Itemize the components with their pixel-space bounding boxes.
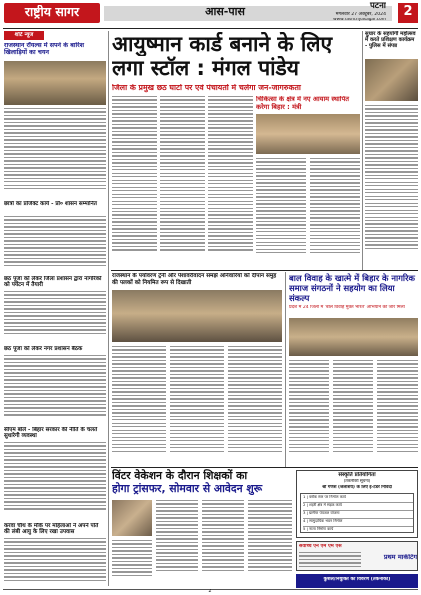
- lead-body-col1: [112, 96, 157, 266]
- news-title: राजस्थान रॉयल्स में सपने के बारिश खिलाड़ियों का चयन: [4, 42, 84, 57]
- bottom-body-col1: [112, 540, 152, 585]
- notice-row: 2 | शहरी क्षेत्र में सड़क कार्य: [303, 503, 413, 511]
- body-text: [4, 442, 106, 520]
- tender-notice-ad: संस्कृति प्रतियोगिता (तकनीकी सूचना) श्री गणेश (जलाशय) के लिए ई-टेंडर निविदा 1 | ब्लॉक स्तर पर निर्माण कार्य 2 | शहरी क्षेत्र में सड़क कार्य 3 | ग्रामीण पेयजल योजना 4 | सामुदायिक भवन निर्माण 5 | नाला निर्माण कार्य: [296, 470, 418, 538]
- brand-logo: [4, 3, 100, 23]
- bottom-right-ad: कुशल/नियुक्ति का विवरण (तकनीकी): [296, 574, 418, 588]
- website: www.rashtriyasagar.com: [333, 18, 386, 22]
- right-story-title: सुधार के सहयोगी महोत्सव में करते प्रशिक्षण कार्यक्रम - पुलिस में संपन्न: [365, 31, 416, 50]
- news-title: छठ पूजा को लेकर जिला प्रशासन द्वारा नागरिकों को पर्यटन में तैयारी: [4, 276, 102, 289]
- news-title: करवा चौथ के मौके पर महिलाओं ने अपने पति की लंबी आयु के लिए रखा उपवास: [4, 523, 99, 536]
- lead-headline-line1: आयुष्मान कार्ड बनाने के लिए: [112, 32, 333, 56]
- page-number-box: [398, 3, 418, 23]
- body-text: [4, 108, 106, 198]
- middle-story-headline: राजस्थान के पर्यावरण ट्रेनी और पेशावरीवादन समझें अनिवारियों को दीपान समुह की पलकों को नियमित रूप से दिखाती: [112, 273, 277, 286]
- cm-body-col1: [289, 360, 329, 464]
- body-text: [4, 355, 106, 425]
- page-number: 2: [403, 5, 413, 19]
- lead-subhead-2: चिकित्सा के क्षेत्र में नए आयाम स्थापित करेगा बिहार : मंत्री: [256, 96, 349, 111]
- brand-name: राष्ट्रीय सागर: [24, 5, 80, 19]
- child-marriage-deck: प्रदेश में 24 जिलों में 'बाल विवाह मुक्त भारत' अभियान को जोर मिला: [289, 305, 405, 310]
- middle-body-col2: [170, 346, 224, 464]
- notice-row: 1 | ब्लॉक स्तर पर निर्माण कार्य: [303, 495, 413, 503]
- lead-body-col2: [160, 96, 205, 266]
- right-photo: [365, 59, 418, 101]
- lead-body-col3: [208, 96, 253, 266]
- middle-story-photo: [112, 290, 282, 342]
- date-line: मंगलवार 27 अक्टूबर, 2024: [335, 12, 386, 17]
- middle-body-col3: [228, 346, 282, 464]
- lead-body-col5: [310, 158, 360, 266]
- news-title: छात्रों का प्रोजेक्ट कार्य - प्रो० शासन सम्मानित: [4, 201, 97, 207]
- notice-row: 3 | ग्रामीण पेयजल योजना: [303, 511, 413, 519]
- masthead: [0, 0, 421, 28]
- right-column: [365, 31, 418, 271]
- lead-headline-line2: लगा स्टॉल : मंगल पांडेय: [112, 56, 299, 80]
- bottom-body-col2: [156, 500, 198, 585]
- lead-photo: [256, 114, 360, 154]
- body-text: [365, 105, 418, 265]
- body-text: [4, 291, 106, 343]
- city-name: पटना: [369, 2, 386, 11]
- short-news-tag: शॉर्ट न्यूज: [4, 31, 44, 40]
- news-title: सीएम बोले - बिहार सरकार की नीति के चलते सुधारेगी व्यवस्था: [4, 427, 98, 440]
- bottom-body-col3: [202, 500, 244, 585]
- section-name: आस-पास: [205, 6, 245, 18]
- news-photo: [4, 61, 106, 105]
- middle-body-col1: [112, 346, 166, 464]
- lead-body-col4: [256, 158, 306, 266]
- body-text: [4, 538, 106, 590]
- bottom-headline-line1: विंटर वेकेशन के दौरान शिक्षकों का: [112, 469, 248, 482]
- bottom-headline-line2: होगा ट्रांसफर, सोमवार से आवेदन शुरू: [112, 482, 263, 495]
- footer-page-number: 2: [208, 589, 212, 594]
- bottom-story-photo: [112, 500, 152, 536]
- notice-row: 5 | नाला निर्माण कार्य: [303, 527, 334, 531]
- child-marriage-photo: [289, 318, 418, 356]
- body-text: [4, 216, 106, 274]
- child-marriage-headline: बाल विवाह के खात्मे में बिहार के नागरिक समाज संगठनों ने सहयोग का लिया संकल्प: [289, 273, 415, 303]
- news-title: छठ पूजा को लेकर नगर प्रशासन बैठक: [4, 346, 83, 352]
- left-column: [4, 31, 106, 591]
- cm-body-col3: [377, 360, 418, 464]
- nmms-ad: सर्वोच्च एन एम एम एस प्रथम मार्केटिंग: [296, 541, 418, 571]
- bottom-body-col4: [248, 500, 292, 585]
- lead-subhead: जिला के प्रमुख छठ घाटों पर एवं पंचायतों में चलेगा जन-जागरुकता: [112, 84, 301, 92]
- cm-body-col2: [333, 360, 373, 464]
- notice-row: 4 | सामुदायिक भवन निर्माण: [303, 519, 413, 527]
- notice-table: [300, 493, 414, 533]
